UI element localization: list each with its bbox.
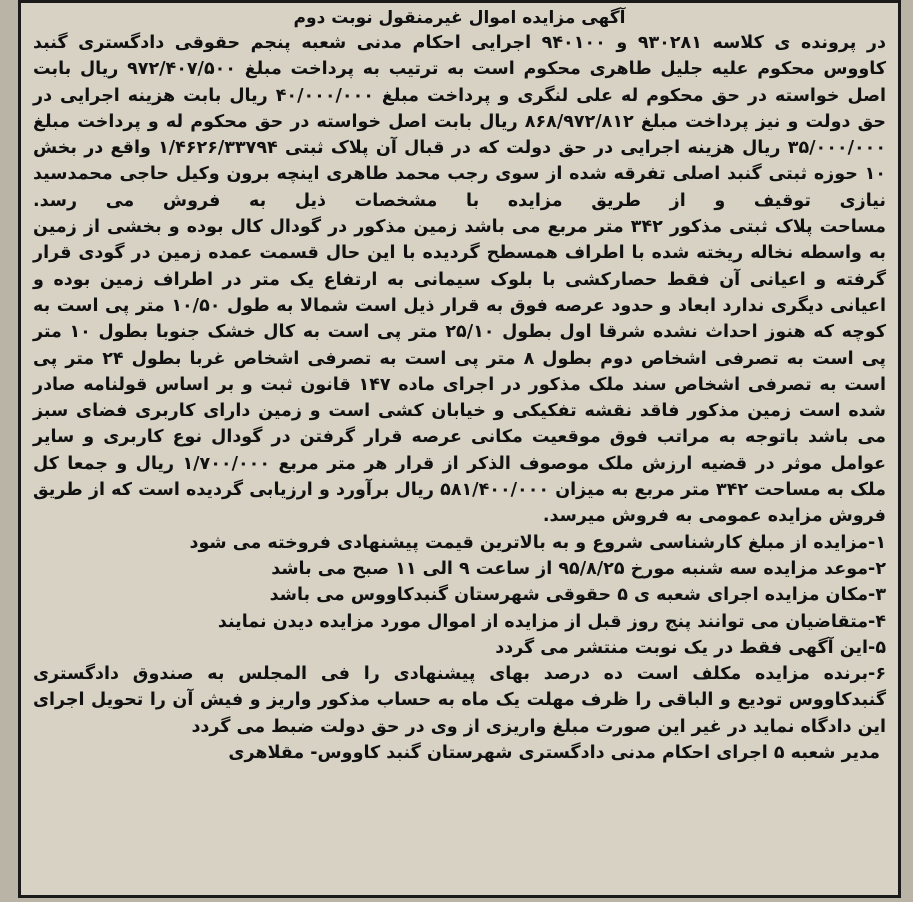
condition-item-3: ۳-مکان مزایده اجرای شعبه ی ۵ حقوقی شهرستان گنبدکاووس می باشد [269, 585, 886, 606]
condition-item-1: ۱-مزایده از مبلغ کارشناسی شروع و به بالاترین قیمت پیشنهادی فروخته می شود [189, 532, 886, 553]
condition-item-4: ۴-متقاضیان می توانند پنج روز قبل از مزایده از اموال مورد مزایده دیدن نمایند [217, 611, 886, 632]
signature-line: مدیر شعبه ۵ اجرای احکام مدنی دادگستری شهرستان گنبد کاووس- مقلاهری [228, 743, 880, 764]
condition-item-6: ۶-برنده مزایده مکلف است ده درصد بهای پیشنهادی را فی المجلس به صندوق دادگستری گنبدکاووس تودیع و الباقی را ظرف مهلت یک ماه به حساب مذکور واریز و فیش آن را تحویل اجرای این دادگاه نماید در غیر این صورت مبلغ واریزی از وی در حق دولت ضبط می گردد [33, 664, 886, 737]
notice-body: در پرونده ی کلاسه ۹۳۰۲۸۱ و ۹۴۰۱۰۰ اجرایی احکام مدنی شعبه پنجم حقوقی دادگستری گنبد کاووس محکوم علیه جلیل طاهری محکوم است به ترتیب به پرداخت مبلغ ۹۷۲/۴۰۷/۵۰۰ ریال بابت اصل خواسته در حق محکوم له علی لنگری و پرداخت مبلغ ۴۰/۰۰۰/۰۰۰ ریال بابت هزینه اجرایی در حق دولت و نیز پرداخت مبلغ ۸۶۸/۹۷۲/۸۱۲ ریال بابت اصل خواسته در حق محکوم له و پرداخت مبلغ ۳۵/۰۰۰/۰۰۰ ریال هزینه اجرایی در حق دولت که در قبال آن پلاک ثبتی ۱/۴۶۲۶/۳۳۷۹۴ واقع در بخش ۱۰ حوزه ثبتی گنبد اصلی تفرقه شده از سوی رجب محمد طاهری اینچه برون وکیل حاجی محمدسید نیازی توقیف و از طریق مزایده با مشخصات ذیل به فروش می رسد. [33, 33, 887, 211]
property-description: مساحت پلاک ثبتی مذکور ۳۴۲ متر مربع می باشد زمین مذکور در گودال کال بوده و بخشی از زمین به واسطه نخاله ریخته شده با اطراف همسطح گردیده با این حال قسمت عمده زمین در گودی قرار گرفته و اعیانی آن فقط حصارکشی با بلوک سیمانی به ارتفاع یک متر در اطراف زمین بوده و اعیانی دیگری ندارد ابعاد و حدود عرصه فوق به قرار ذیل است شمالا به طول ۱۰/۵۰ متر پی است به کوچه که هنوز احداث نشده شرقا اول بطول ۲۵/۱۰ متر پی است به کال خشک جنوبا بطول ۱۰ متر پی است به تصرفی اشخاص دوم بطول ۸ متر پی است به تصرفی اشخاص غربا بطول ۲۴ متر پی است به تصرفی اشخاص سند ملک مذکور در اجرای ماده ۱۴۷ قانون ثبت و بر اساس قولنامه صادر شده است زمین مذکور فاقد نقشه تفکیکی و خیابان کشی است و زمین دارای کاربری فضای سبز می باشد باتوجه به مراتب فوق موقعیت مکانی عرصه قرار گرفتن در گودال نوع کاربری و سایر عوامل موثر در قضیه ارزش ملک موصوف الذکر از قرار هر متر مربع ۱/۷۰۰/۰۰۰ ریال و جمعا کل ملک به مساحت ۳۴۲ متر مربع به میزان ۵۸۱/۴۰۰/۰۰۰ ریال برآورد و ارزیابی گردیده است که از طریق فروش مزایده عمومی به فروش میرسد. [33, 217, 887, 527]
condition-item-2: ۲-موعد مزایده سه شنبه مورخ ۹۵/۸/۲۵ از ساعت ۹ الی ۱۱ صبح می باشد [271, 558, 886, 579]
condition-item-5: ۵-این آگهی فقط در یک نوبت منتشر می گردد [495, 637, 886, 658]
notice-title: آگهی مزایده اموال غیرمنقول نوبت دوم [293, 8, 626, 28]
auction-notice [18, 0, 901, 898]
